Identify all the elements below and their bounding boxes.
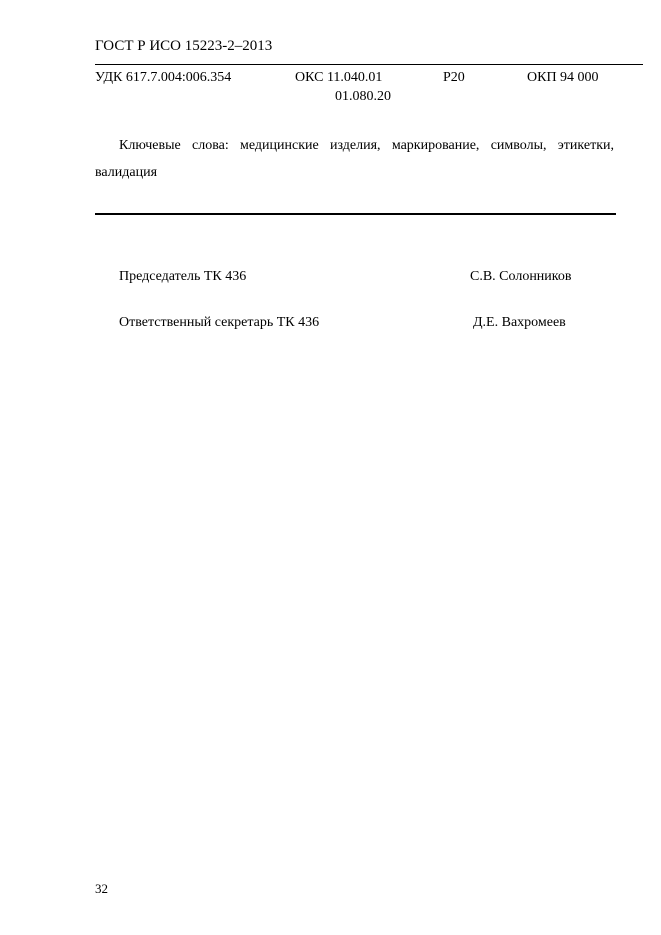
oks-code-2: 01.080.20 — [335, 89, 391, 104]
signature-role-secretary: Ответственный секретарь ТК 436 — [119, 315, 320, 330]
header-rule — [95, 64, 643, 65]
signature-role-chairman: Председатель ТК 436 — [119, 269, 247, 284]
okp-code: ОКП 94 000 — [527, 70, 599, 85]
signature-name-chairman: С.В. Солонников — [470, 269, 572, 284]
udk-code: УДК 617.7.004:006.354 — [95, 70, 232, 85]
signature-name-secretary: Д.Е. Вахромеев — [473, 315, 566, 330]
oks-code-1: ОКС 11.040.01 — [295, 70, 383, 85]
standard-designation: ГОСТ Р ИСО 15223-2–2013 — [95, 38, 273, 54]
group-code: Р20 — [443, 70, 465, 85]
page-number: 32 — [95, 881, 108, 896]
keywords-paragraph: Ключевые слова: медицинские изделия, маркирование, символы, этикетки, валидация — [95, 138, 614, 180]
keywords-rule — [95, 213, 616, 215]
